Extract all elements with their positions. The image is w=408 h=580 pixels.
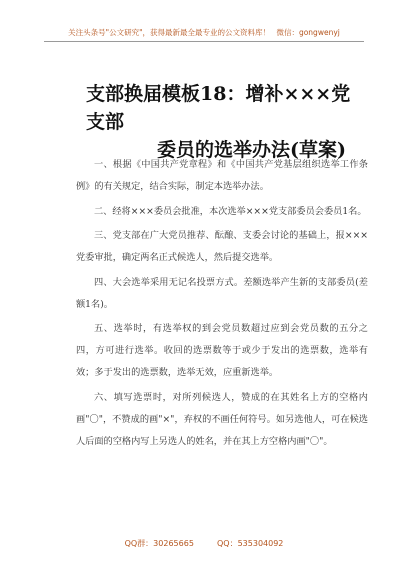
paragraph-4: 四、大会选举采用无记名投票方式。差额选举产生新的支部委员(差额1名)。 (76, 276, 368, 310)
paragraph-3: 三、党支部在广大党员推荐、酝酿、支委会讨论的基础上，报×××党委审批，确定两名正式候选人，然后提交选举。 (76, 230, 368, 263)
footer-qq: QQ：535304092 (217, 539, 284, 548)
paragraph-1: 一、根据《中国共产党章程》和《中国共产党基层组织选举工作条例》的有关规定，结合实际，制定本选举办法。 (76, 159, 368, 192)
header-divider (44, 41, 364, 42)
title-line-2: 委员的选举办法(草案) (157, 139, 346, 161)
header-notice-text: 关注头条号"公文研究"，获得最新最全最专业的公文资料库！ (68, 28, 271, 37)
document-title (60, 80, 368, 164)
document-body (76, 154, 368, 455)
footer-contacts (0, 538, 408, 549)
footer-qq-group: QQ群：30265665 (124, 539, 194, 548)
paragraph-2: 二、经将×××委员会批准，本次选举×××党支部委员会委员1名。 (94, 205, 367, 217)
header-wechat: 微信：gongwenyj (276, 28, 340, 37)
paragraph-5: 五、选举时，有选举权的到会党员数超过应到会党员数的五分之四，方可进行选举。收回的选票数等于或少于发出的选票数，选举有效；多于发出的选票数，选举无效，应重新选举。 (76, 323, 368, 378)
paragraph-6: 六、填写选票时，对所列候选人，赞成的在其姓名上方的空格内画"〇"，不赞成的画"×"，弃权的不画任何符号。如另选他人，可在候选人后面的空格内写上另选人的姓名，并在其上方空格内画"〇"。 (76, 391, 368, 447)
header-notice (0, 27, 408, 38)
title-line-1: 支部换届模板18：增补×××党支部 (86, 83, 351, 133)
